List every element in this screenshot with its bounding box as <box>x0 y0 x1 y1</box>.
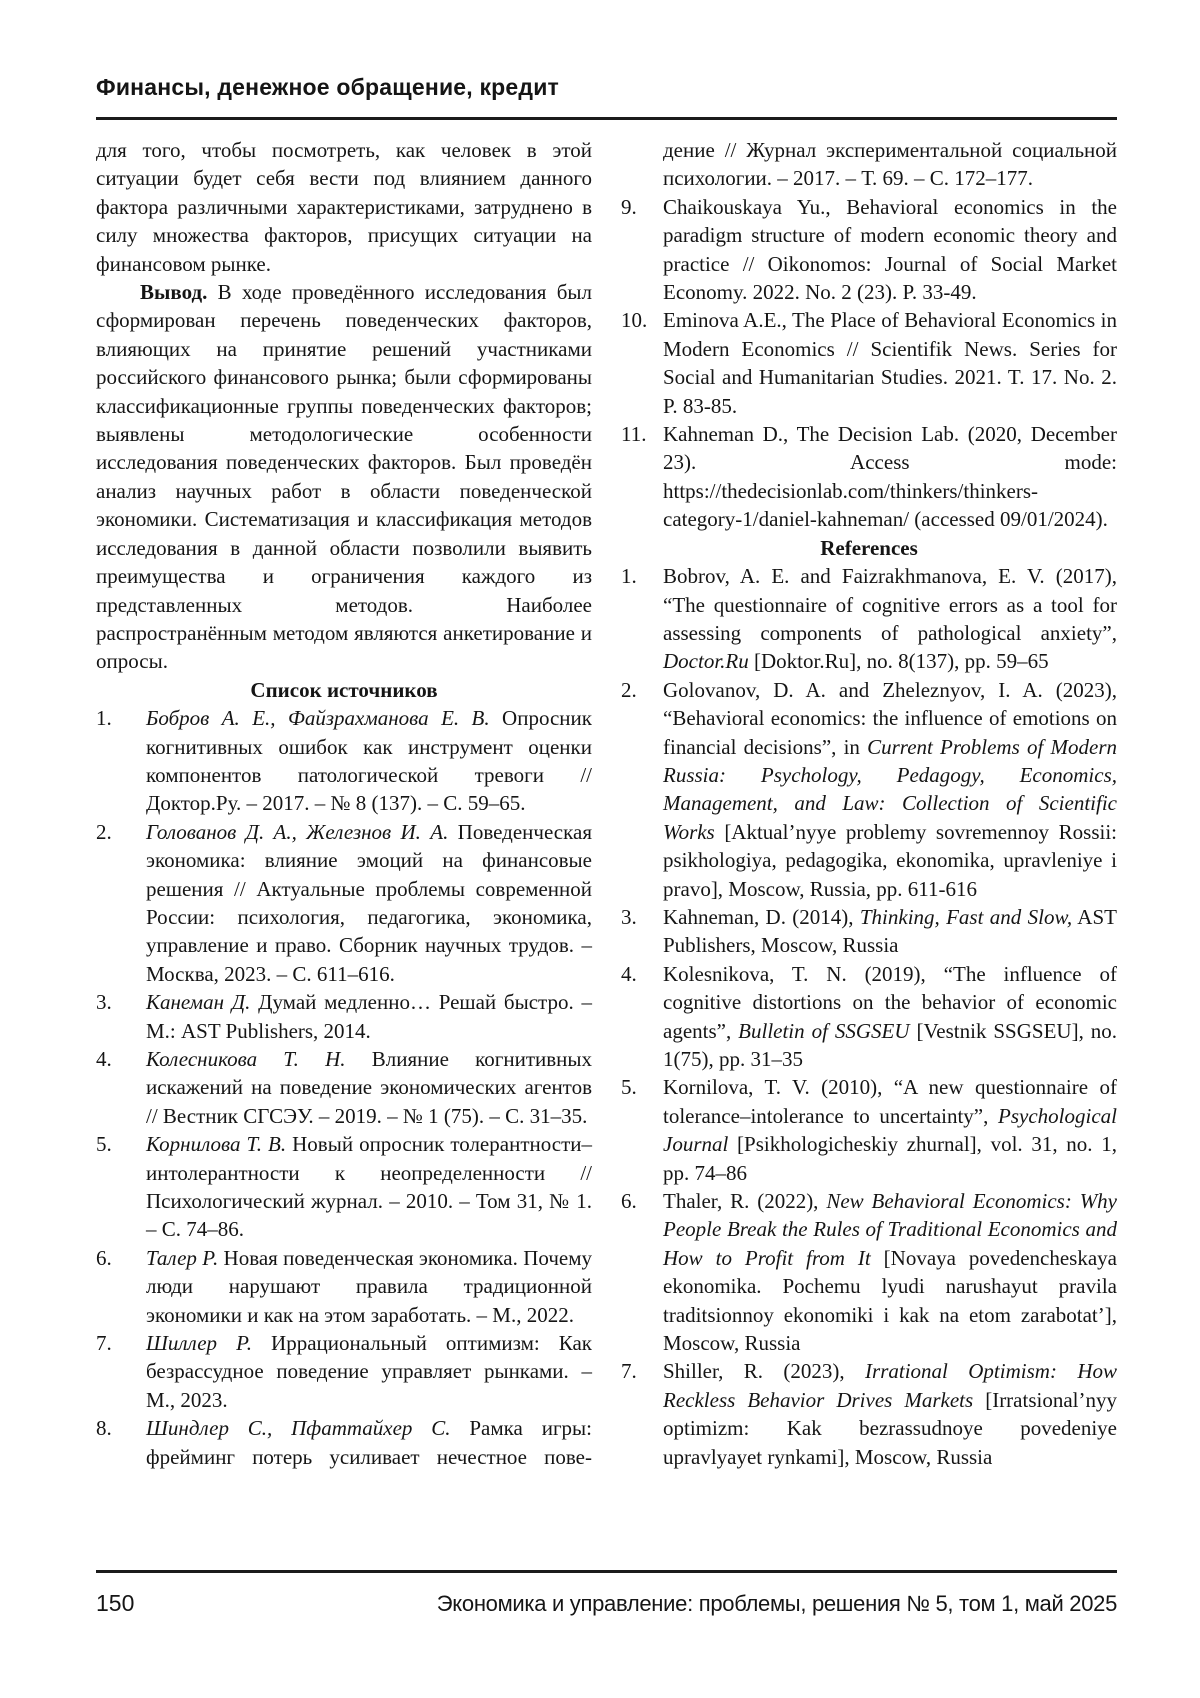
item-number: 4. <box>621 961 637 986</box>
conclusion-paragraph: Вывод. В ходе проведённого исследования был сформирован перечень поведенческих факторов, влияющих на принятие решений участниками российского финансового рынка; были сформированы классификационные группы поведенческих факторов; выявлены методологические особенности исследования поведенческих факторов. Был проведён анализ научных работ в области поведенческой экономики. Систематизация и классификация методов исследования в данной области позволили выявить преимущества и ограничения каждого из представленных методов. Наиболее распространённым методом являются анкетирование и опросы. <box>96 280 592 674</box>
item-text: Kahneman, D. (2014), Thinking, Fast and Slow, AST Publishers, Moscow, Russia <box>663 904 1117 958</box>
item-number: 1. <box>96 706 112 731</box>
item-number: 10. <box>621 308 648 333</box>
source-item-continuation: дение // Журнал экспериментальной социальной психологии. – 2017. – Т. 69. – С. 172–177. <box>663 138 1117 191</box>
item-number: 1. <box>621 564 637 589</box>
reference-item <box>621 562 1117 676</box>
header-rule <box>96 117 1117 120</box>
item-number: 6. <box>96 1245 112 1270</box>
item-number: 5. <box>621 1075 637 1100</box>
item-text: Корнилова Т. В. Новый опросник толерантности–интолерантности к неопределенности // Психологический журнал. – 2010. – Том 31, № 1. – С. 74–86. <box>146 1132 592 1242</box>
item-text: Шиллер Р. Иррациональный оптимизм: Как безрассудное поведение управляет рынками. – М., 2023. <box>146 1331 592 1412</box>
reference-item <box>621 960 1117 1074</box>
item-text: Талер Р. Новая поведенческая экономика. Почему люди нарушают правила традиционной экономики и как на этом заработать. – М., 2022. <box>146 1245 592 1327</box>
source-item <box>96 704 592 818</box>
source-item <box>96 1244 592 1329</box>
section-header-title: Финансы, денежное обращение, кредит <box>96 74 560 100</box>
item-text: Bobrov, A. E. and Faizrakhmanova, E. V. (2017), “The questionnaire of cognitive errors as a tool for assessing components of pathological anxiety”, Doctor.Ru [Doktor.Ru], no. 8(137), pp. 59–65 <box>663 564 1117 674</box>
source-item <box>96 1329 592 1414</box>
item-text: Thaler, R. (2022), New Behavioral Economics: Why People Break the Rules of Traditional Economics and How to Profit from It [Novaya povedencheskaya ekonomika. Pochemu lyudi narushayut pravila traditsionnoy ekonomiki i kak na etom zarabotat’], Moscow, Russia <box>663 1189 1118 1356</box>
page-number: 150 <box>96 1590 135 1616</box>
item-number: 2. <box>621 677 637 702</box>
item-number: 4. <box>96 1047 112 1071</box>
source-item <box>96 1045 592 1130</box>
source-item <box>96 818 592 988</box>
reference-item <box>621 1357 1117 1471</box>
source-item <box>96 1130 592 1244</box>
left-column <box>96 136 592 1471</box>
source-item <box>621 306 1117 420</box>
item-number: 7. <box>96 1331 112 1356</box>
reference-item <box>621 903 1117 960</box>
item-text: Kornilova, T. V. (2010), “A new questionnaire of tolerance–intolerance to uncertainty”, Psychological Journal [Psikhologicheskiy zhurnal], vol. 31, no. 1, pp. 74–86 <box>663 1075 1117 1185</box>
item-number: 5. <box>96 1132 112 1157</box>
reference-item <box>621 1073 1117 1187</box>
item-number: 2. <box>96 819 112 844</box>
item-text: Eminova A.E., The Place of Behavioral Economics in Modern Economics // Scientifik News. Series for Social and Humanitarian Studies. 2021. T. 17. No. 2. P. 83-85. <box>663 308 1117 418</box>
item-number: 9. <box>621 194 637 219</box>
item-text: Golovanov, D. A. and Zheleznyov, I. A. (2023), “Behavioral economics: the influence of emotions on financial decisions”, in Current Problems of Modern Russia: Psychology, Pedagogy, Economics, Management, and Law: Collection of Scientific Works [Aktual’nyye problemy sovremennoy Rossii: psikhologiya, pedagogika, ekonomika, upravleniye i pravo], Moscow, Russia, pp. 611-616 <box>663 677 1117 901</box>
source-item <box>96 1414 592 1471</box>
item-text: Kolesnikova, T. N. (2019), “The influence of cognitive distortions on the behavior of economic agents”, Bulletin of SSGSEU [Vestnik SSGSEU], no. 1(75), pp. 31–35 <box>663 961 1117 1071</box>
page-body <box>96 136 1117 1471</box>
item-text: Колесникова Т. Н. Влияние когнитивных искажений на поведение экономических агентов // Вестник СГСЭУ. – 2019. – № 1 (75). – С. 31–35. <box>146 1047 592 1128</box>
item-number: 11. <box>621 422 647 447</box>
reference-item <box>621 1187 1117 1357</box>
item-text: Chaikouskaya Yu., Behavioral economics in the paradigm structure of modern economic theory and practice // Oikonomos: Journal of Social Market Economy. 2022. No. 2 (23). P. 33-49. <box>663 194 1117 305</box>
item-number: 6. <box>621 1189 637 1214</box>
item-text: Kahneman D., The Decision Lab. (2020, December 23). Access mode: https://thedecisionlab.com/thinkers/thinkers-category-1/daniel-kahneman/ (accessed 09/01/2024). <box>663 422 1117 532</box>
source-item <box>96 988 592 1045</box>
item-text: Shiller, R. (2023), Irrational Optimism: How Reckless Behavior Drives Markets [Irratsional’nyy optimizm: Kak bezrassudnoye povedeniye upravlyayet rynkami], Moscow, Russia <box>663 1359 1117 1469</box>
right-column <box>621 136 1117 1471</box>
item-text: Голованов Д. А., Железнов И. А. Поведенческая экономика: влияние эмоций на финансовые решения // Актуальные проблемы современной России: психология, педагогика, экономика, управление и право. Сборник научных трудов. – Москва, 2023. – С. 611–616. <box>146 819 592 986</box>
item-text: Канеман Д. Думай медленно… Решай быстро. – М.: AST Publishers, 2014. <box>146 990 592 1043</box>
references-heading: References <box>820 535 918 560</box>
source-item <box>621 193 1117 307</box>
item-number: 3. <box>621 904 637 929</box>
sources-heading: Список источников <box>250 677 438 702</box>
item-text: Бобров А. Е., Файзрахманова Е. В. Опросник когнитивных ошибок как инструмент оценки компонентов патологической тревоги // Доктор.Ру. – 2017. – № 8 (137). – С. 59–65. <box>146 706 592 816</box>
body-paragraph-continuation: для того, чтобы посмотреть, как человек в этой ситуации будет себя вести под влиянием данного фактора различными характеристиками, затруднено в силу множества факторов, присущих ситуации на финансовом рынке. <box>96 138 592 276</box>
item-number: 7. <box>621 1359 637 1384</box>
item-number: 8. <box>96 1416 112 1441</box>
journal-footer-line: Экономика и управление: проблемы, решения № 5, том 1, май 2025 <box>436 1591 1117 1616</box>
item-number: 3. <box>96 990 112 1015</box>
source-item <box>621 420 1117 534</box>
page-footer <box>96 1590 1117 1617</box>
footer-rule <box>96 1570 1117 1573</box>
item-text: Шиндлер С., Пфаттайхер С. Рамка игры: фрейминг потерь усиливает нечестное пове- <box>146 1416 592 1469</box>
reference-item <box>621 676 1117 903</box>
